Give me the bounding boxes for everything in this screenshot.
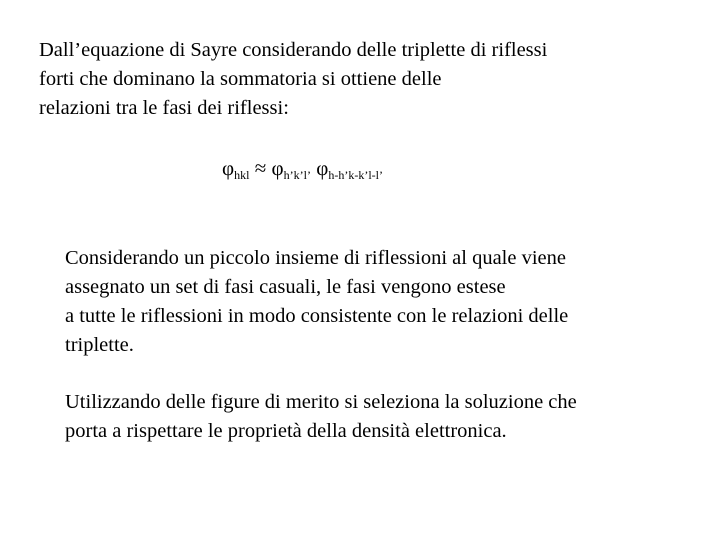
paragraph-line: a tutte le riflessioni in modo consistente con le relazioni delle <box>65 305 569 327</box>
phi-symbol: φ <box>271 156 284 180</box>
intro-line: relazioni tra le fasi dei riflessi: <box>39 97 289 119</box>
phi-symbol: φ <box>310 156 329 180</box>
intro-line: forti che dominano la sommatoria si ottiene delle <box>39 68 442 90</box>
paragraph-line: Considerando un piccolo insieme di riflessioni al quale viene <box>65 247 566 269</box>
phi-symbol: φ <box>222 156 235 180</box>
figures-of-merit-paragraph <box>65 388 577 446</box>
intro-paragraph <box>39 36 547 123</box>
paragraph-line: assegnato un set di fasi casuali, le fasi vengono estese <box>65 276 506 298</box>
paragraph-line: triplette. <box>65 334 134 356</box>
paragraph-line: Utilizzando delle figure di merito si seleziona la soluzione che <box>65 391 577 413</box>
intro-line: Dall’equazione di Sayre considerando delle triplette di riflessi <box>39 39 548 61</box>
phase-relation-equation <box>222 156 383 183</box>
subscript-difference: h-h’k-k’l-l’ <box>328 168 383 182</box>
random-phases-paragraph <box>65 244 568 360</box>
paragraph-line: porta a rispettare le proprietà della densità elettronica. <box>65 420 507 442</box>
subscript-hkl-prime: h’k’l’ <box>283 168 311 182</box>
subscript-hkl: hkl <box>234 168 250 182</box>
approx-symbol: ≈ <box>249 156 272 180</box>
